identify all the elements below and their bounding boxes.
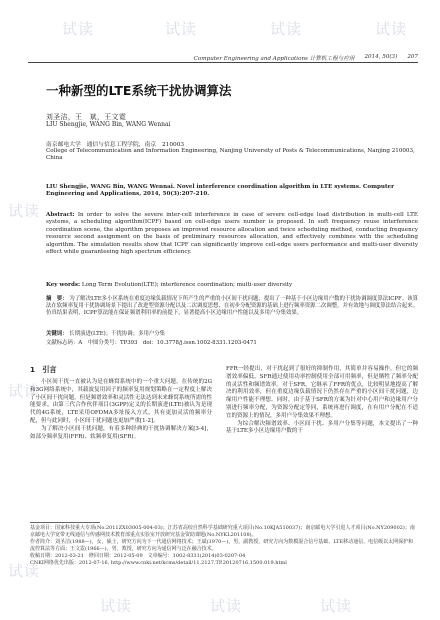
keywords-text: Long Term Evolution(LTE); interference coordination; multi-user diversity bbox=[81, 282, 293, 288]
body-paragraph: 小区间干扰一直被认为是在蜂窝系统中的一个重大问题。在传统的2G和3G网络系统中，其载波复用因子的频率复用规划策略在一定程度上解决了小区间干扰问题，但是频谱效率和灵活性无法达到未来蜂窝系统所需的性能要求。由第三代合作伙伴项目(3GPP)定义的长期演进(LTE)被认为是现代的4G系统，LTE采用OFDMA多址接入方式，其有更加灵活的频率分配，但与此同时，小区间干扰问题也更加严重[1-2]。 bbox=[30, 379, 212, 424]
watermark: 试读 bbox=[165, 20, 198, 38]
cn-abstract-label: 摘 要： bbox=[46, 296, 68, 302]
running-head bbox=[28, 54, 418, 62]
body-paragraph: FFR一经提出，对干扰起到了很好的抑制作用，其简单并容易操作，但它的频谱效率偏低。SFR通过使用功率控制使用全部可用频率，但是牺牲了频率分配的灵活性和频谱效率。对于SFR，它继承了FFR的优点，比较明显地提高了解决的利用效率，但在重度边缘负载情况下仍然存在严重的小区间干扰问题，边缘用户性能不理想。同时，由于基于SFR的方案为针对中心用户和边缘用户分别进行频率分配，为资源分配定等同，系统再进行调度，在有用户分配在不适宜的资源上的情况，多用户分集效果不理想。 bbox=[226, 366, 418, 419]
watermark: 试读 bbox=[100, 597, 133, 615]
abstract-text: In order to solve the severe inter-cell interference in case of severe cell-edge load distribution in multi-cell LTE systems, a scheduling algorithm(ICPF) based on cell-edge users number is proposed. In soft frequency reuse interference coordination scene, the algorithm proposes an improved resource allocation and twice scheduling method, conducting frequency resource second assignment on the basis of preliminary resources allocation, and effectively combines with the scheduling algorithm. The simulation results show that ICPF can significantly improve cell-edge users performance and multi-user diversity effect while guaranteeing high spectrum efficiency. bbox=[46, 212, 418, 256]
body-paragraph: 为综合解决频谱效率、小区间干扰、多用户分集等问题，本文提出了一种基于LTE多小区边缘用户数的干 bbox=[226, 420, 418, 435]
right-column bbox=[226, 366, 418, 436]
paper-title: 一种新型的LTE系统干扰协调算法 bbox=[46, 83, 232, 98]
watermark: 试读 bbox=[62, 20, 95, 38]
watermark: 试读 bbox=[8, 202, 41, 220]
affiliation-cn: 南京邮电大学 通信与信息工程学院，南京 210003 bbox=[46, 142, 185, 148]
classification-info: 文献标志码：A 中图分类号：TP393 doi：10.3778/j.issn.1002-8331.1203-0471 bbox=[46, 340, 257, 346]
authors-en: LIU Shengjie, WANG Bin, WANG Wennai bbox=[46, 121, 171, 128]
left-column bbox=[30, 365, 212, 441]
footnote-rule bbox=[30, 522, 100, 523]
keywords-label: Key words: bbox=[46, 282, 81, 288]
watermark: 试读 bbox=[320, 597, 353, 615]
header-rule bbox=[28, 62, 418, 63]
abstract-label: Abstract: bbox=[46, 212, 75, 218]
footnote-funding: 基金项目：国家科技重大专项(No.2011ZX03005-004-03)；江苏省高校自然科学基础研究重大项目(No.10KJA510037)；南京邮电大学引进人才项目(No.NY209002)；南京邮电大学宽带无线通信与传感网技术教育部重点实验室开放研究基金资助课题(No.NYKL201108)。 bbox=[30, 525, 415, 538]
abstract bbox=[46, 212, 418, 256]
watermark: 试读 bbox=[270, 20, 303, 38]
watermark: 试读 bbox=[375, 20, 408, 38]
cn-abstract bbox=[46, 296, 418, 318]
watermark: 试读 bbox=[8, 562, 41, 580]
citation: LIU Shengjie, WANG Bin, WANG Wennai. Novel interference coordination algorithm in LTE systems. Computer Engineering and Applications, 2014, 50(3):207-210. bbox=[46, 184, 395, 198]
page-number: 207 bbox=[407, 54, 418, 60]
issue-info: 2014, 50(3) bbox=[364, 54, 398, 60]
journal-name: Computer Engineering and Applications 计算机工程与应用 bbox=[193, 56, 355, 62]
footnotes bbox=[30, 525, 418, 567]
keywords bbox=[46, 282, 418, 289]
body-paragraph: 为了解决小区间干扰问题，有着多种经典的干扰协调解决方案[3-4]，如部分频率复用(FFR)、软频率复用(SFR)。 bbox=[30, 425, 212, 440]
footnote-authors: 作者简介：刘圣洁(1988—)，女，硕士，研究方向为下一代通信网络技术；王斌(1970—)，男，副教授，研究方向为数模混合信号基础、LTE移动通信、电信级以太网保护和流控算法等方面；王文霓(1966—)，男，教授，研究方向为通信网与泛在融合技术。 bbox=[30, 539, 414, 552]
watermark: 试读 bbox=[8, 382, 41, 400]
footnote-dates: 收稿日期：2012-03-21 修回日期：2012-05-09 文章编号：1002-8331(2014)03-0207-04 bbox=[30, 553, 246, 559]
footnote-cnki: CNKI网络优先出版：2012-07-16, http://www.cnki.net/kcms/detail/11.2127.TP.20120716.1500.019.html bbox=[30, 560, 287, 566]
section-title: 1 引言 bbox=[30, 365, 57, 374]
authors-cn: 刘圣洁，王 斌，王文霓 bbox=[46, 113, 127, 121]
cn-keywords-label: 关键词： bbox=[46, 331, 68, 337]
affiliation-en: College of Telecommunication and Information Engineering, Nanjing University of Posts & Telecommunications, Nanjing 210003, China bbox=[46, 148, 415, 162]
watermark: 试读 bbox=[210, 597, 243, 615]
cn-abstract-text: 为了解决LTE多小区系统在重度边缘负载情况下所产生的严重的小区间干扰问题，提出了一种基于小区边缘用户数的干扰协调调度算法ICPF。该算法在软频率复用干扰协调场景下提出了改进型资源分配以及二次调度思想，在初步分配资源的基础上进行频率资源二次调整，并有效地与调度算法结合起来。仿真结果表明，ICPF算法能在保证频谱利用率的前提下，显著提高小区边缘用户性能以及多用户分集效果。 bbox=[46, 296, 418, 317]
cn-keywords-text: 长期演进(LTE)；干扰协调；多用户分集 bbox=[69, 331, 166, 337]
cn-keywords bbox=[46, 329, 418, 337]
